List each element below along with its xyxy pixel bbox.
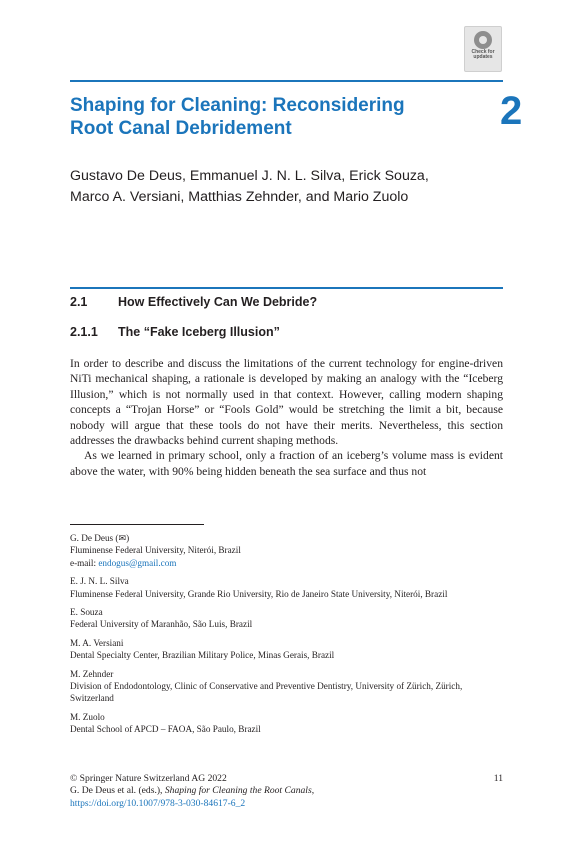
affiliation-block — [70, 637, 503, 662]
section-number: 2.1 — [70, 295, 88, 309]
affiliation-text: Fluminense Federal University, Niterói, Brazil — [70, 545, 241, 556]
paragraph-1: In order to describe and discuss the limitations of the current technology for engine-driven NiTi mechanical shaping, a rationale is developed by making an analogy with the “Iceberg Illusion,” which is not normally used in that context. However, calling modern shaping concepts a “Trojan Horse” or “Fools Gold” would be stretching the limit a bit, because nobody will argue that these tools do not have their merits. Nevertheless, this section addresses the drawbacks behind current shaping methods. — [70, 357, 503, 448]
copyright-line: © Springer Nature Switzerland AG 2022 — [70, 773, 227, 784]
footnote-rule — [70, 524, 204, 525]
subsection-heading — [70, 325, 280, 339]
authors-line-2: Marco A. Versiani, Matthias Zehnder, and Mario Zuolo — [70, 189, 409, 205]
affiliation-name: M. A. Versiani — [70, 637, 124, 648]
affiliation-block — [70, 532, 503, 569]
affiliation-block — [70, 711, 503, 736]
page-footer — [70, 773, 503, 810]
email-link[interactable]: endogus@gmail.com — [98, 557, 177, 568]
doi-link[interactable]: https://doi.org/10.1007/978-3-030-84617-6_2 — [70, 797, 246, 809]
affiliation-name: G. De Deus (✉) — [70, 533, 130, 543]
affiliation-text: Dental School of APCD – FAOA, São Paulo, Brazil — [70, 724, 261, 735]
check-for-updates-badge[interactable] — [464, 26, 502, 72]
chapter-title: Shaping for Cleaning: Reconsidering Root Canal Debridement — [70, 95, 405, 139]
book-title: Shaping for Cleaning the Root Canals — [164, 785, 312, 797]
page-number: 11 — [493, 773, 503, 784]
author-list — [70, 166, 510, 208]
citation-suffix: , — [311, 785, 315, 797]
affiliation-name: E. J. N. L. Silva — [70, 576, 129, 587]
affiliation-text: Dental Specialty Center, Brazilian Military Police, Minas Gerais, Brazil — [70, 650, 335, 661]
affiliation-email — [70, 557, 503, 569]
section-rule — [70, 287, 503, 289]
section-heading — [70, 295, 317, 309]
affiliation-text: Fluminense Federal University, Grande Rio University, Rio de Janeiro State University, Niterói, Brazil — [70, 588, 448, 599]
citation-prefix: G. De Deus et al. (eds.), — [70, 785, 165, 797]
affiliation-name: M. Zehnder — [70, 668, 114, 679]
badge-line2: updates — [473, 54, 493, 60]
affiliation-text: Division of Endodontology, Clinic of Conservative and Preventive Dentistry, University of Zürich, Zürich, Switzerland — [70, 681, 463, 704]
affiliation-block — [70, 668, 503, 705]
citation-line — [70, 785, 503, 797]
badge-line1: Check for — [471, 49, 495, 55]
paragraph-2: As we learned in primary school, only a fraction of an iceberg’s volume mass is evident above the water, with 90% being hidden beneath the sea surface and thus not — [70, 449, 503, 478]
body-text — [70, 356, 503, 479]
chapter-top-rule — [70, 80, 503, 82]
affiliation-name: E. Souza — [70, 607, 103, 618]
author-affiliations — [70, 532, 503, 742]
affiliation-block — [70, 606, 503, 631]
email-label: e-mail: — [70, 557, 99, 568]
affiliation-name: M. Zuolo — [70, 711, 105, 722]
subsection-title: The “Fake Iceberg Illusion” — [118, 325, 280, 339]
chapter-number: 2 — [500, 89, 523, 133]
crossmark-icon — [474, 31, 492, 49]
affiliation-text: Federal University of Maranhão, São Luis, Brazil — [70, 619, 253, 630]
section-title: How Effectively Can We Debride? — [118, 295, 318, 309]
affiliation-block — [70, 575, 503, 600]
authors-line-1: Gustavo De Deus, Emmanuel J. N. L. Silva, Erick Souza, — [70, 168, 429, 184]
subsection-number: 2.1.1 — [70, 325, 98, 339]
